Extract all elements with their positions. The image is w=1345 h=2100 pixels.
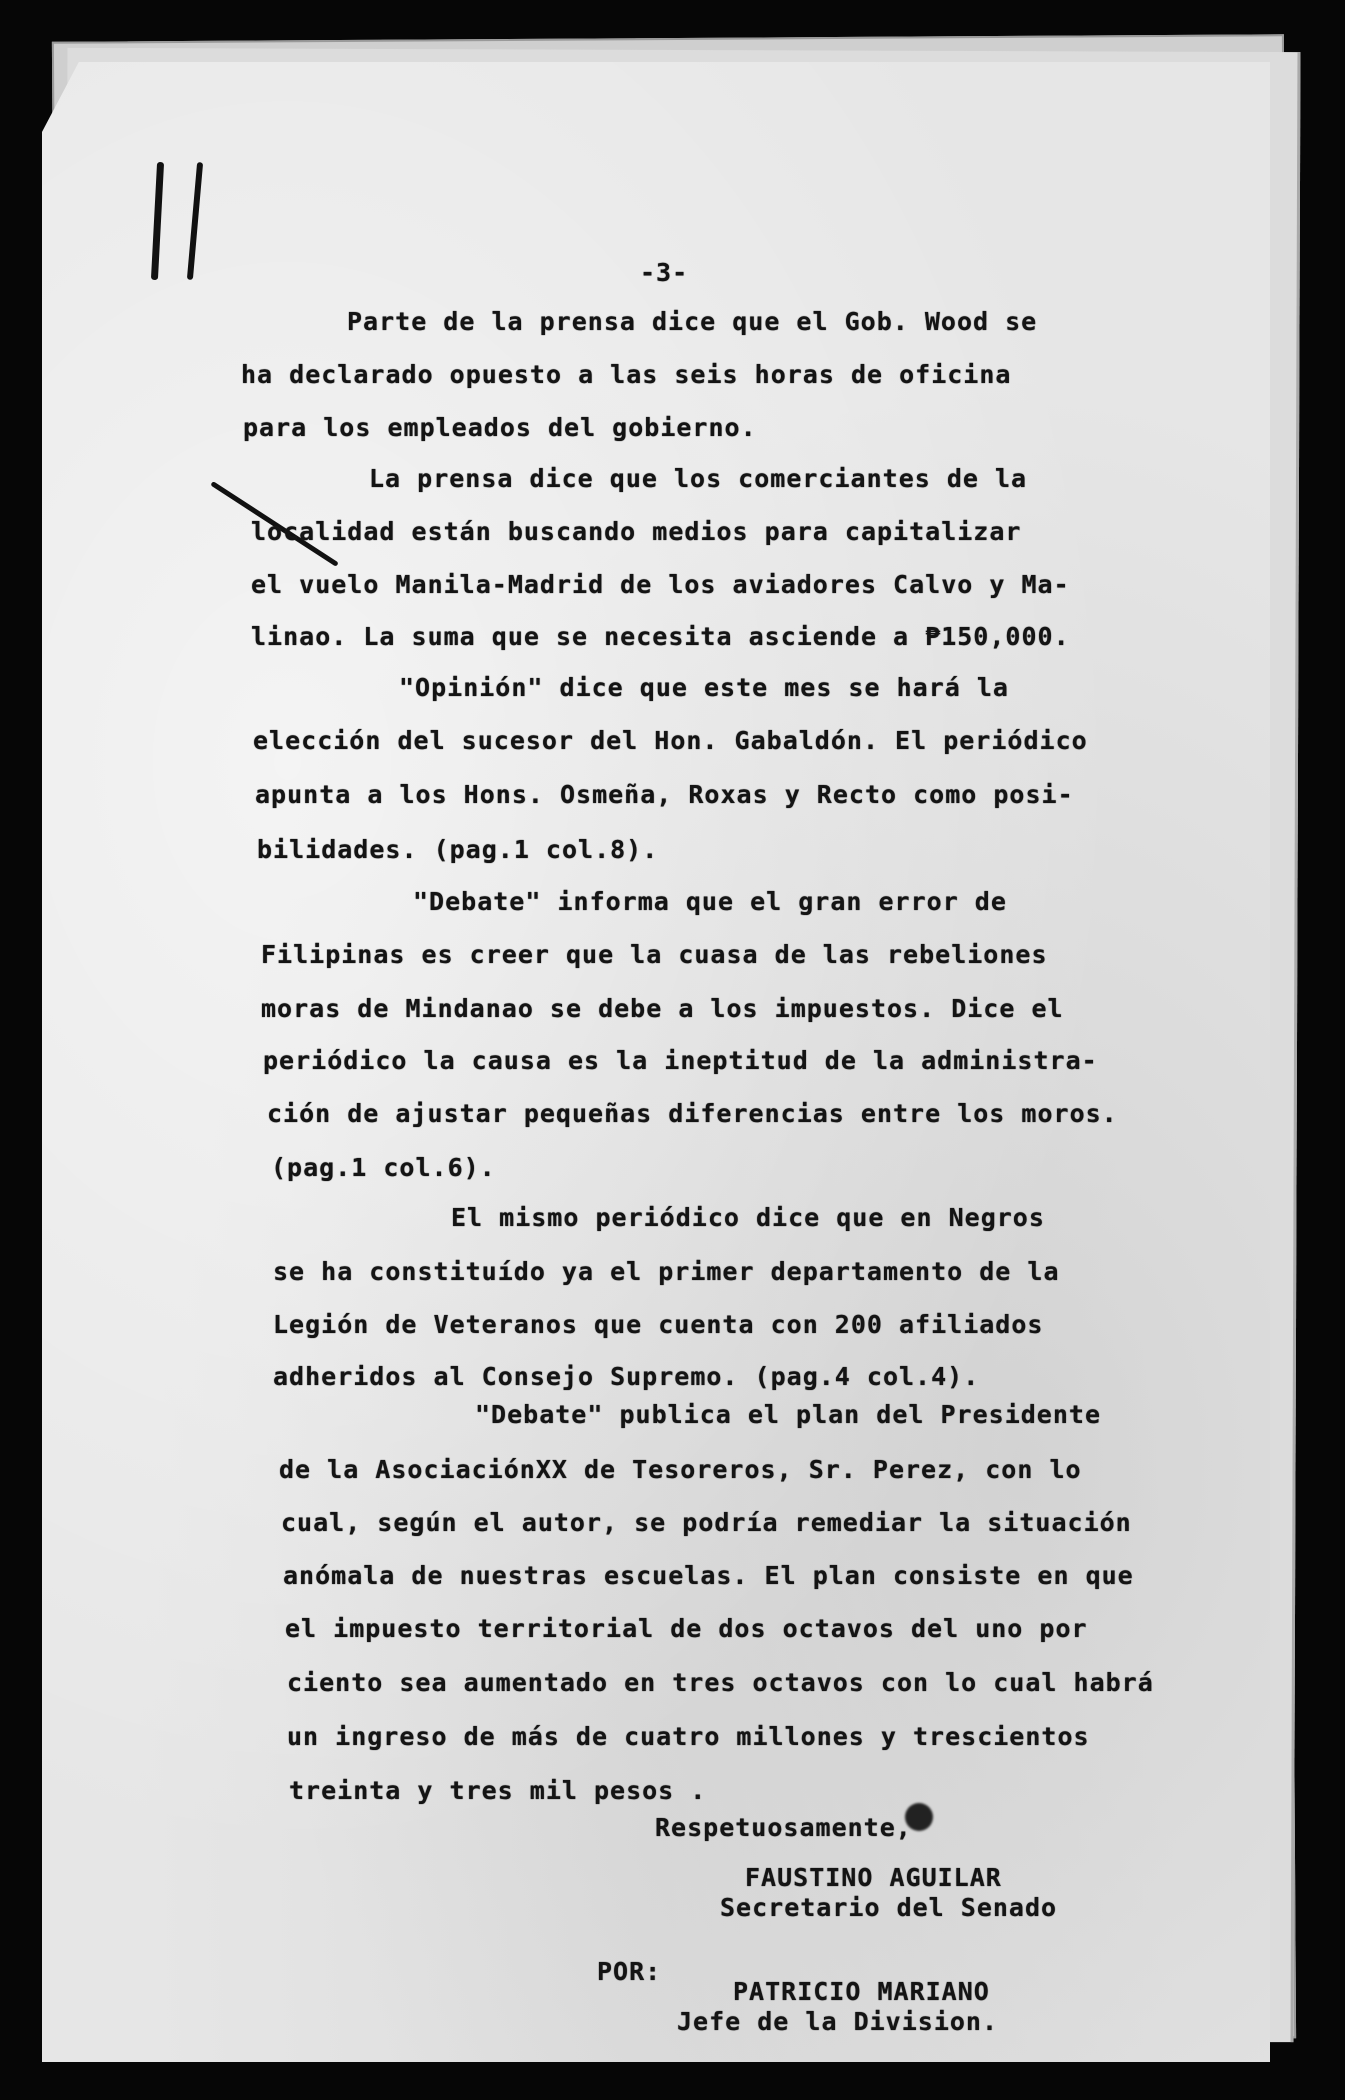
body-line: Parte de la prensa dice que el Gob. Wood se: [347, 307, 1038, 336]
body-line: el impuesto territorial de dos octavos del uno por: [285, 1614, 1088, 1643]
body-line: ción de ajustar pequeñas diferencias entre los moros.: [267, 1099, 1118, 1128]
closing-salutation: Respetuosamente,: [655, 1813, 912, 1842]
ink-stain: [151, 162, 164, 280]
por-label: POR:: [597, 1957, 662, 1986]
ink-stain: [187, 162, 203, 280]
body-line: cual, según el autor, se podría remediar la situación: [281, 1508, 1132, 1537]
body-line: ciento sea aumentado en tres octavos con lo cual habrá: [287, 1668, 1154, 1697]
body-line: Legión de Veteranos que cuenta con 200 afiliados: [273, 1310, 1044, 1339]
body-line: un ingreso de más de cuatro millones y trescientos: [287, 1722, 1090, 1751]
second-signer-name: PATRICIO MARIANO: [733, 1977, 990, 2006]
body-line: para los empleados del gobierno.: [243, 413, 757, 442]
body-line: de la AsociaciónXX de Tesoreros, Sr. Perez, con lo: [279, 1455, 1082, 1484]
body-line: el vuelo Manila-Madrid de los aviadores Calvo y Ma-: [251, 570, 1070, 599]
body-line: La prensa dice que los comerciantes de la: [369, 464, 1028, 493]
signer-title: Secretario del Senado: [720, 1893, 1058, 1922]
body-line: El mismo periódico dice que en Negros: [451, 1203, 1045, 1232]
body-line: anómala de nuestras escuelas. El plan consiste en que: [283, 1561, 1134, 1590]
body-line: treinta y tres mil pesos .: [289, 1776, 707, 1805]
body-line: apunta a los Hons. Osmeña, Roxas y Recto como posi-: [255, 780, 1074, 809]
body-line: "Opinión" dice que este mes se hará la: [399, 673, 1009, 702]
body-line: Filipinas es creer que la cuasa de las rebeliones: [261, 940, 1048, 969]
body-line: linao. La suma que se necesita asciende a ₱150,000.: [251, 622, 1070, 651]
body-line: periódico la causa es la ineptitud de la administra-: [263, 1046, 1098, 1075]
body-line: adheridos al Consejo Supremo. (pag.4 col.4).: [273, 1362, 980, 1391]
body-line: moras de Mindanao se debe a los impuestos. Dice el: [261, 994, 1064, 1023]
second-signer-title: Jefe de la Division.: [677, 2007, 999, 2036]
signer-name: FAUSTINO AGUILAR: [745, 1863, 1002, 1892]
page-number: -3-: [640, 258, 689, 287]
body-line: localidad están buscando medios para capitalizar: [251, 517, 1022, 546]
body-line: "Debate" informa que el gran error de: [413, 887, 1007, 916]
body-line: elección del sucesor del Hon. Gabaldón. El periódico: [253, 726, 1088, 755]
body-line: "Debate" publica el plan del Presidente: [475, 1400, 1101, 1429]
body-line: ha declarado opuesto a las seis horas de oficina: [241, 360, 1012, 389]
body-line: se ha constituído ya el primer departamento de la: [273, 1257, 1060, 1286]
body-line: (pag.1 col.6).: [271, 1153, 496, 1182]
body-line: bilidades. (pag.1 col.8).: [257, 835, 659, 864]
